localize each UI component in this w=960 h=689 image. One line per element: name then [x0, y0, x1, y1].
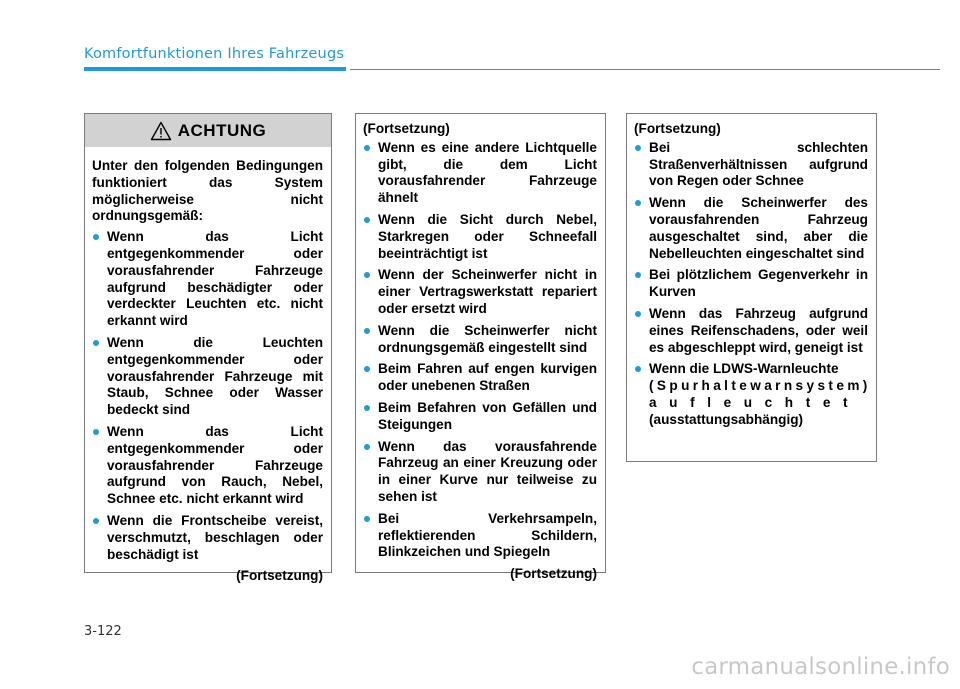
- warning-box-body: [85, 147, 331, 585]
- bullet-dot-icon: [635, 200, 641, 206]
- list-item: Wenn die Scheinwerfer des vorausfahrenden Fahrzeug ausgeschaltet sind, aber die Nebelleuchten eingeschaltet sind: [634, 195, 868, 262]
- bullet-dot-icon: [364, 405, 370, 411]
- list-item: Wenn das Licht entgegenkommender oder vorausfahrender Fahrzeuge aufgrund von Rauch, Nebel, Schnee etc. nicht erkannt wird: [92, 424, 323, 508]
- list-item: Wenn das Licht entgegenkommender oder vorausfahrender Fahrzeuge aufgrund beschädigter oder verdeckter Leuchten etc. nicht erkannt wird: [92, 229, 323, 330]
- bullet-dot-icon: [364, 444, 370, 450]
- bullet-dot-icon: [93, 429, 99, 435]
- warning-intro: Unter den folgenden Bedingungen funktioniert das System möglicherweise nicht ordnungsgemäß:: [92, 158, 323, 224]
- warning-list: [634, 139, 871, 429]
- bullet-dot-icon: [635, 311, 641, 317]
- continued-label: (Fortsetzung): [236, 568, 323, 584]
- bullet-dot-icon: [635, 366, 641, 372]
- bullet-dot-icon: [364, 145, 370, 151]
- bullet-dot-icon: [364, 328, 370, 334]
- bullet-dot-icon: [635, 145, 641, 151]
- bullet-dot-icon: [93, 340, 99, 346]
- list-item: Wenn das Fahrzeug aufgrund eines Reifenschadens, oder weil es abgeschleppt wird, geneigt ist: [634, 306, 868, 356]
- bullet-dot-icon: [364, 217, 370, 223]
- list-item: Wenn die Sicht durch Nebel, Starkregen oder Schneefall beeinträchtigt ist: [363, 212, 597, 262]
- header-rule-thin: [350, 69, 940, 70]
- section-title: Komfortfunktionen Ihres Fahrzeugs: [84, 46, 345, 62]
- bullet-dot-icon: [364, 366, 370, 372]
- warning-heading: ACHTUNG: [177, 120, 267, 140]
- list-item: Wenn die Frontscheibe vereist, verschmutzt, beschlagen oder beschädigt ist: [92, 513, 323, 563]
- list-item: Wenn die LDWS-Warnleuchte (Spurhaltewarnsystem) aufleuchtet (ausstattungsabhängig): [634, 361, 868, 428]
- list-item: Wenn der Scheinwerfer nicht in einer Vertragswerkstatt repariert oder ersetzt wird: [363, 267, 597, 317]
- spread-line: (Spurhaltewarnsystem): [649, 378, 871, 394]
- list-item: Wenn es eine andere Lichtquelle gibt, die dem Licht vorausfahrender Fahrzeuge ähnelt: [363, 140, 597, 207]
- warning-list: [363, 140, 597, 561]
- bullet-dot-icon: [635, 272, 641, 278]
- bullet-dot-icon: [364, 516, 370, 522]
- bullet-dot-icon: [364, 272, 370, 278]
- list-item: Wenn die Scheinwerfer nicht ordnungsgemäß eingestellt sind: [363, 323, 597, 357]
- continued-top-label: (Fortsetzung): [363, 121, 450, 136]
- bullet-dot-icon: [93, 518, 99, 524]
- continued-top-label: (Fortsetzung): [634, 121, 721, 136]
- list-item: Bei Verkehrsampeln, reflektierenden Schildern, Blinkzeichen und Spiegeln: [363, 511, 597, 561]
- header-rule-thick: [84, 67, 346, 71]
- warning-box-continued-2: [626, 113, 877, 462]
- list-item: Bei schlechten Straßenverhältnissen aufgrund von Regen oder Schnee: [634, 140, 868, 190]
- warning-list: [92, 229, 323, 563]
- page-number: 3-122: [84, 624, 122, 639]
- list-item: Beim Fahren auf engen kurvigen oder unebenen Straßen: [363, 361, 597, 395]
- warning-box-continued-1: [355, 113, 606, 582]
- continued-label: (Fortsetzung): [510, 566, 597, 582]
- warning-box-body: [627, 114, 876, 429]
- list-item: Beim Befahren von Gefällen und Steigungen: [363, 400, 597, 434]
- spread-line: aufleuchtet: [649, 394, 861, 410]
- list-item: Wenn die Leuchten entgegenkommender oder vorausfahrender Fahrzeuge mit Staub, Schnee oder Wasser bedeckt sind: [92, 335, 323, 419]
- warning-box-header: [85, 114, 331, 147]
- list-item: Wenn das vorausfahrende Fahrzeug an einer Kreuzung oder in einer Kurve nur teilweise zu sehen ist: [363, 439, 597, 506]
- warning-box: [84, 113, 332, 584]
- warning-box-body: [356, 114, 605, 583]
- list-item-tail: (ausstattungsabhängig): [649, 411, 804, 427]
- bullet-dot-icon: [93, 234, 99, 240]
- list-item: Bei plötzlichem Gegenverkehr in Kurven: [634, 267, 868, 301]
- watermark: carmanualsonline.info: [691, 654, 950, 680]
- warning-triangle-icon: [150, 121, 172, 141]
